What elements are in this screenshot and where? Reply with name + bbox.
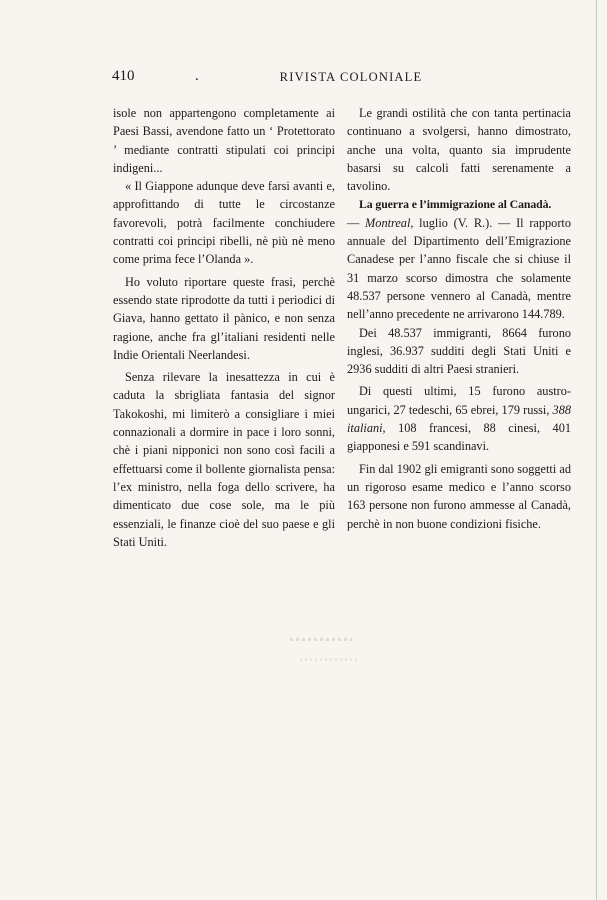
p4-italic: 388 italiani	[347, 402, 571, 436]
section-heading	[347, 195, 571, 213]
show-through-mark	[290, 638, 352, 641]
p4-end: , 108 francesi, 88 cinesi, 401 giapponesi e 591 scandinavi.	[347, 421, 571, 454]
left-paragraph-1: isole non appartengono completamente ai Paesi Bassi, avendone fatto un ‘ Protettorato ’ mediante contratti stipulati coi principi indigeni...	[113, 106, 335, 175]
right-paragraph-4	[347, 382, 571, 455]
dateline-text: luglio (V. R.). — Il rapporto annuale del Dipartimento dell’Emigrazione Canadese per l’anno fiscale che si chiuse il 31 marzo scorso dimostra che solamente 48.537 persone vennero al Canadà, mentre nell’anno precedente ne arrivarono 144.789.	[347, 215, 571, 322]
header-separator: .	[195, 68, 199, 84]
section-title: La guerra e l’immigrazione al Canadà.	[359, 197, 552, 212]
left-column	[113, 104, 335, 551]
show-through-mark-2	[300, 658, 360, 661]
right-paragraph-1: Le grandi ostilità che con tanta pertinacia continuano a svolgersi, hanno dimostrato, anche una volta, quanto sia imprudente basarsi su calcoli fatti serenamente a tavolino.	[347, 106, 571, 194]
dateline-place: Montreal,	[365, 215, 414, 230]
left-paragraph-2: « Il Giappone adunque deve farsi avanti e, approfittando di tutte le circostanze favorevoli, potrà facilmente conchiudere contratti coi principi ribelli, nè più nè meno come prima fece l’Olanda ».	[113, 179, 335, 267]
page-header	[112, 68, 570, 88]
right-paragraph-3: Dei 48.537 immigranti, 8664 furono inglesi, 36.937 sudditi degli Stati Uniti e 2936 sudditi di altri Paesi stranieri.	[347, 325, 571, 377]
page-edge-line	[596, 0, 597, 900]
right-paragraph-dateline: — Montreal, luglio (V. R.). — Il rapporto annuale del Dipartimento dell’Emigrazione Canadese per l’anno fiscale che si chiuse il 31 marzo scorso dimostra che solamente 48.537 persone vennero al Canadà, mentre nell’anno precedente ne arrivarono 144.789.	[347, 215, 571, 322]
right-column	[347, 104, 571, 533]
running-title: RIVISTA COLONIALE	[279, 70, 423, 84]
left-paragraph-4: Senza rilevare la inesattezza in cui è caduta la sbrigliata fantasia del signor Takokoshi, mi limiterò a consigliare i miei connazionali a dormire in pace i loro sonni, chè i piani nipponici non sono così facili a effettuarsi come il bollente giornalista pensa: l’ex ministro, nella foga dello scrivere, ha dimenticato due cose sole, ma le più essenziali, le finanze cioè del suo paese e gli Stati Uniti.	[113, 370, 335, 549]
page-number: 410	[112, 68, 135, 84]
right-paragraph-5: Fin dal 1902 gli emigranti sono soggetti ad un rigoroso esame medico e l’anno scorso 163 persone non furono ammesse al Canadà, perchè in non buone condizioni fisiche.	[347, 461, 571, 531]
left-paragraph-3: Ho voluto riportare queste frasi, perchè essendo state riprodotte da tutti i periodici di Giava, hanno gettato il pànico, e non senza ragione, anche fra gl’italiani residenti nelle Indie Orientali Neerlandesi.	[113, 274, 335, 362]
p4-start: Di questi ultimi, 15 furono austro-ungarici, 27 tedeschi, 65 ebrei, 179 russi,	[347, 384, 571, 417]
